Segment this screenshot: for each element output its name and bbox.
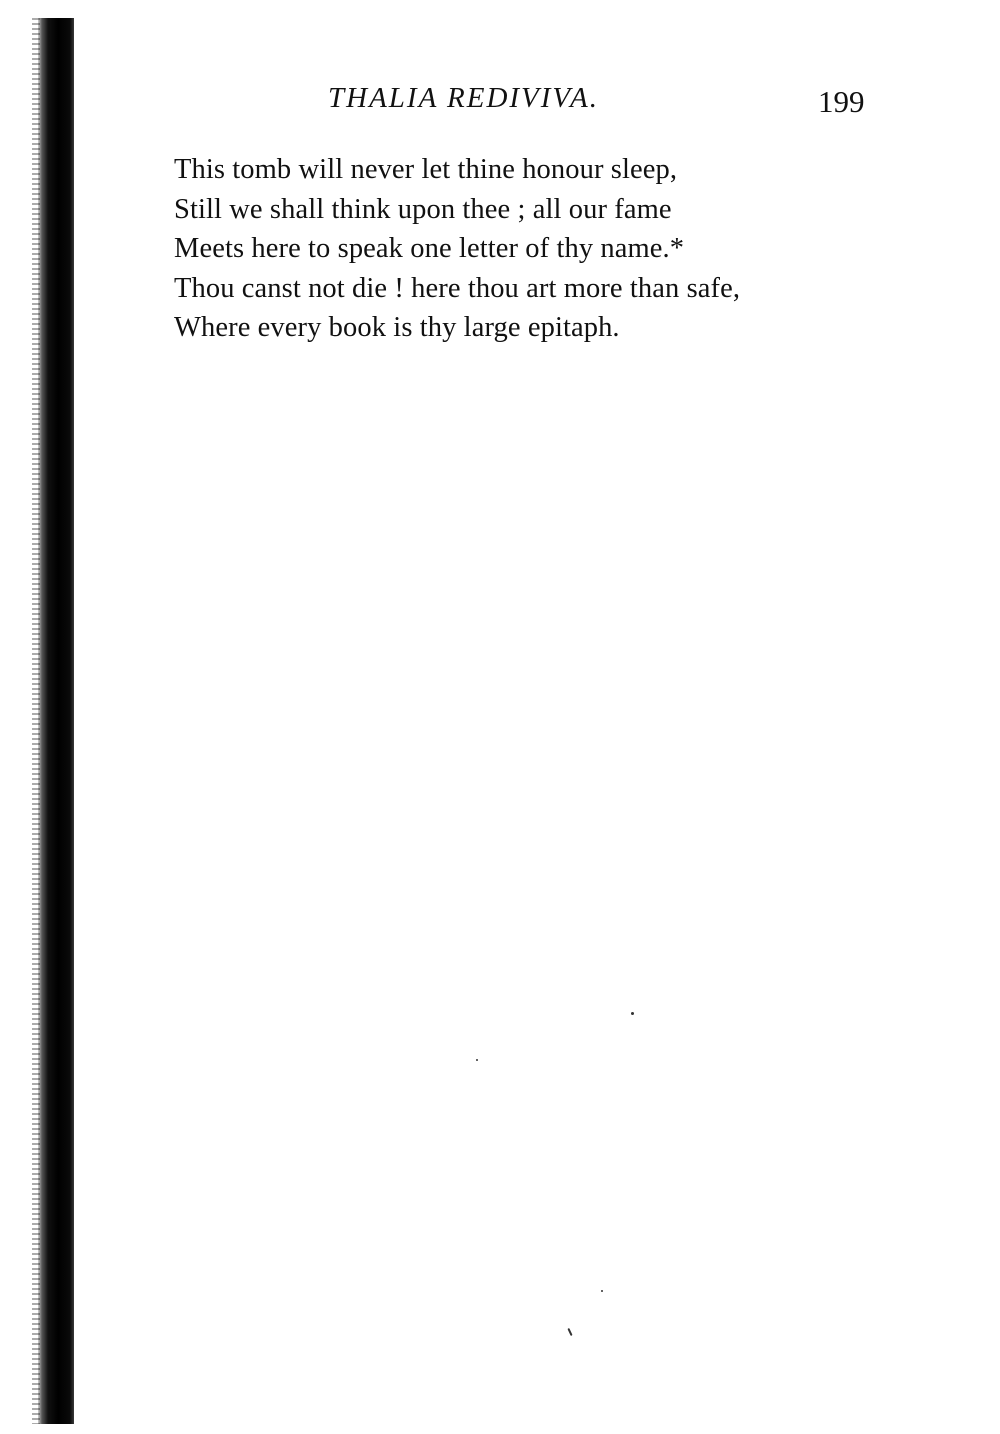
poem-line: Meets here to speak one letter of thy name.* [174,233,685,264]
running-header [0,76,1000,120]
poem-line: Still we shall think upon thee ; all our fame [174,193,672,225]
paper-speck [631,1012,634,1015]
poem-line: This tomb will never let thine honour sleep, [174,154,678,185]
poem-line: Where every book is thy large epitaph. [174,312,620,343]
paper-speck [476,1059,478,1061]
page-number: 199 [818,84,865,119]
book-binding-edge [38,18,74,1424]
paper-speck [567,1328,572,1336]
poem-line: Thou canst not die ! here thou art more than safe, [174,272,741,304]
poem-stanza [174,150,894,348]
running-title: THALIA REDIVIVA. [328,82,599,114]
paper-speck [601,1290,603,1292]
